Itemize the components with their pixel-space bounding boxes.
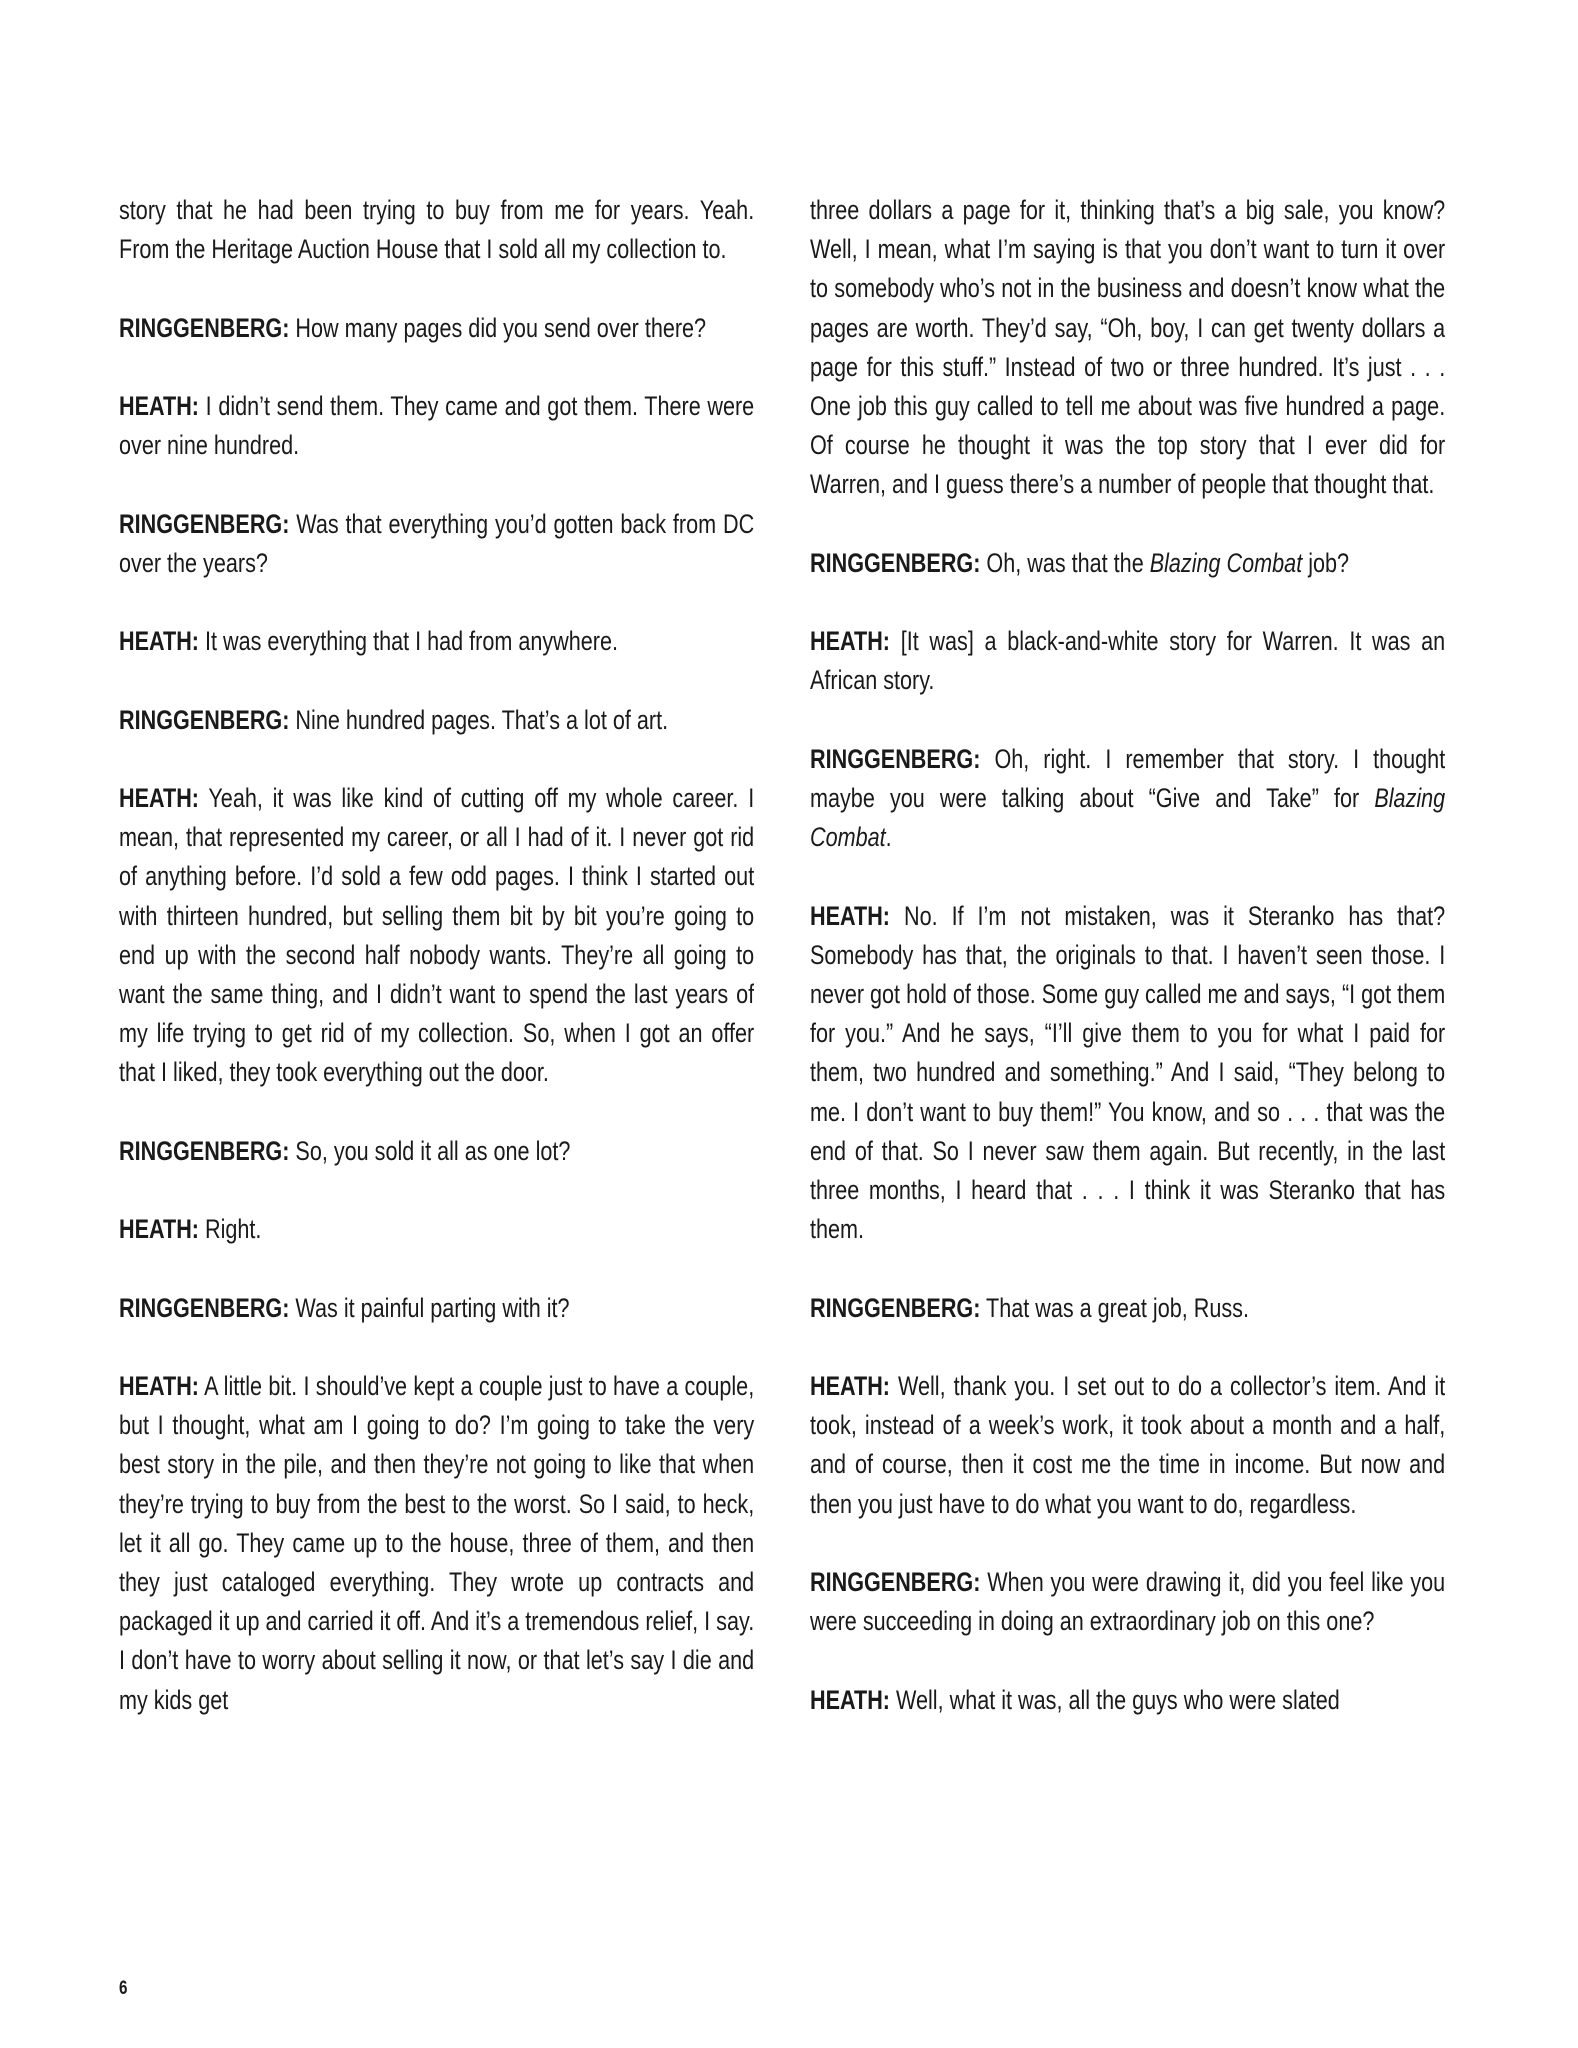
interview-paragraph bbox=[119, 191, 754, 269]
speaker-name: HEATH: bbox=[810, 626, 890, 657]
speaker-name: HEATH: bbox=[119, 1214, 199, 1245]
speaker-name: RINGGENBERG: bbox=[119, 1135, 290, 1166]
interview-paragraph bbox=[119, 1367, 754, 1720]
paragraph-text: When you were drawing it, did you feel like you were succeeding in doing an extraordinary job on this one? bbox=[810, 1567, 1445, 1637]
paragraph-text: [It was] a black-and-white story for Warren. It was an African story. bbox=[810, 626, 1445, 696]
interview-paragraph bbox=[810, 622, 1445, 700]
interview-paragraph bbox=[810, 1289, 1445, 1328]
paragraph-text: I didn’t send them. They came and got them. There were over nine hundred. bbox=[119, 390, 754, 461]
interview-paragraph bbox=[119, 1289, 754, 1328]
interview-paragraph bbox=[810, 740, 1445, 858]
paragraph-text: That was a great job, Russ. bbox=[986, 1292, 1249, 1323]
interview-paragraph bbox=[119, 309, 754, 348]
paragraph-text: A little bit. I should’ve kept a couple just to have a couple, but I thought, what am I going to do? I’m going to take the very best story in the pile, and then they’re not going to like that when they’re trying to buy from the best to the worst. So I said, to heck, let it all go. They came up to the house, three of them, and then they just cataloged everything. They wrote up contracts and packaged it up and carried it off. And it’s a tremendous relief, I say. I don’t have to worry about selling it now, or that let’s say I die and my kids get bbox=[119, 1370, 754, 1715]
paragraph-text: It was everything that I had from anywhere. bbox=[205, 626, 619, 657]
interview-paragraph bbox=[119, 701, 754, 740]
paragraph-text: Nine hundred pages. That’s a lot of art. bbox=[295, 704, 669, 735]
interview-paragraph bbox=[810, 191, 1445, 505]
interview-paragraph bbox=[810, 1681, 1445, 1720]
paragraph-text: So, you sold it all as one lot? bbox=[295, 1135, 571, 1166]
interview-paragraph bbox=[119, 779, 754, 1093]
speaker-name: RINGGENBERG: bbox=[119, 704, 290, 735]
paragraph-text: three dollars a page for it, thinking that’s a big sale, you know? Well, I mean, what I’m saying is that you don’t want to turn it over to somebody who’s not in the business and doesn’t know what the pages are worth. They’d say, “Oh, boy, I can get twenty dollars a page for this stuff.” Instead of two or three hundred. It’s just . . . One job this guy called to tell me about was five hundred a page. Of course he thought it was the top story that I ever did for Warren, and I guess there’s a number of people that thought that. bbox=[810, 195, 1445, 500]
speaker-name: HEATH: bbox=[810, 1371, 890, 1401]
speaker-name: RINGGENBERG: bbox=[119, 312, 290, 343]
speaker-name: RINGGENBERG: bbox=[810, 1292, 981, 1323]
interview-paragraph bbox=[810, 897, 1445, 1250]
paragraph-text: Oh, was that the bbox=[986, 547, 1150, 578]
interview-paragraph bbox=[810, 544, 1445, 583]
paragraph-text: Yeah, it was like kind of cutting off my whole career. I mean, that represented my career, or all I had of it. I never got rid of anything before. I’d sold a few odd pages. I think I started out with thirteen hundred, but selling them bit by bit you’re going to end up with the second half nobody wants. They’re all going to want the same thing, and I didn’t want to spend the last years of my life trying to get rid of my collection. So, when I got an offer that I liked, they took everything out the door. bbox=[119, 782, 754, 1088]
paragraph-text: No. If I’m not mistaken, was it Steranko has that? Somebody has that, the originals to that. I haven’t seen those. I never got hold of those. Some guy called me and says, “I got them for you.” And he says, “I’ll give them to you for what I paid for them, two hundred and something.” And I said, “They belong to me. I don’t want to buy them!” You know, and so . . . that was the end of that. So I never saw them again. But recently, in the last three months, I heard that . . . I think it was Steranko that has them. bbox=[810, 900, 1445, 1245]
interview-paragraph bbox=[119, 1210, 754, 1249]
paragraph-text: Well, what it was, all the guys who were slated bbox=[896, 1684, 1340, 1715]
interview-paragraph bbox=[119, 622, 754, 661]
speaker-name: HEATH: bbox=[119, 1370, 199, 1401]
paragraph-text: . bbox=[885, 822, 892, 853]
speaker-name: RINGGENBERG: bbox=[810, 743, 981, 774]
left-column bbox=[119, 191, 754, 1951]
italic-title: Blazing Combat bbox=[810, 783, 1445, 853]
italic-title: Blazing Combat bbox=[1149, 547, 1303, 578]
speaker-name: HEATH: bbox=[119, 626, 199, 657]
right-column-text bbox=[810, 191, 1445, 1720]
paragraph-text: Was that everything you’d gotten back from DC over the years? bbox=[119, 508, 754, 578]
interview-paragraph bbox=[119, 387, 754, 465]
paragraph-text: Was it painful parting with it? bbox=[295, 1292, 570, 1323]
right-column bbox=[810, 191, 1445, 1951]
page-number: 6 bbox=[119, 1978, 128, 1999]
speaker-name: RINGGENBERG: bbox=[810, 547, 981, 578]
paragraph-text: story that he had been trying to buy from me for years. Yeah. From the Heritage Auction House that I sold all my collection to. bbox=[119, 195, 754, 265]
speaker-name: HEATH: bbox=[810, 1684, 890, 1715]
interview-paragraph bbox=[119, 505, 754, 583]
interview-paragraph bbox=[119, 1132, 754, 1171]
speaker-name: HEATH: bbox=[119, 782, 199, 813]
left-column-text bbox=[119, 191, 754, 1720]
interview-paragraph bbox=[810, 1367, 1445, 1524]
paragraph-text: Well, thank you. I set out to do a collector’s item. And it took, instead of a week’s work, it took about a month and a half, and of course, then it cost me the time in income. But now and then you just have to do what you want to do, regardless. bbox=[810, 1371, 1445, 1519]
speaker-name: RINGGENBERG: bbox=[119, 1292, 290, 1323]
speaker-name: RINGGENBERG: bbox=[810, 1567, 981, 1597]
interview-paragraph bbox=[810, 1563, 1445, 1641]
speaker-name: HEATH: bbox=[810, 900, 890, 931]
paragraph-text: Right. bbox=[205, 1214, 262, 1245]
paragraph-text: Oh, right. I remember that story. I thought maybe you were talking about “Give and Take” for bbox=[810, 743, 1445, 813]
paragraph-text: job? bbox=[1302, 547, 1350, 578]
paragraph-text: How many pages did you send over there? bbox=[295, 312, 707, 343]
speaker-name: RINGGENBERG: bbox=[119, 508, 290, 539]
speaker-name: HEATH: bbox=[119, 390, 199, 421]
